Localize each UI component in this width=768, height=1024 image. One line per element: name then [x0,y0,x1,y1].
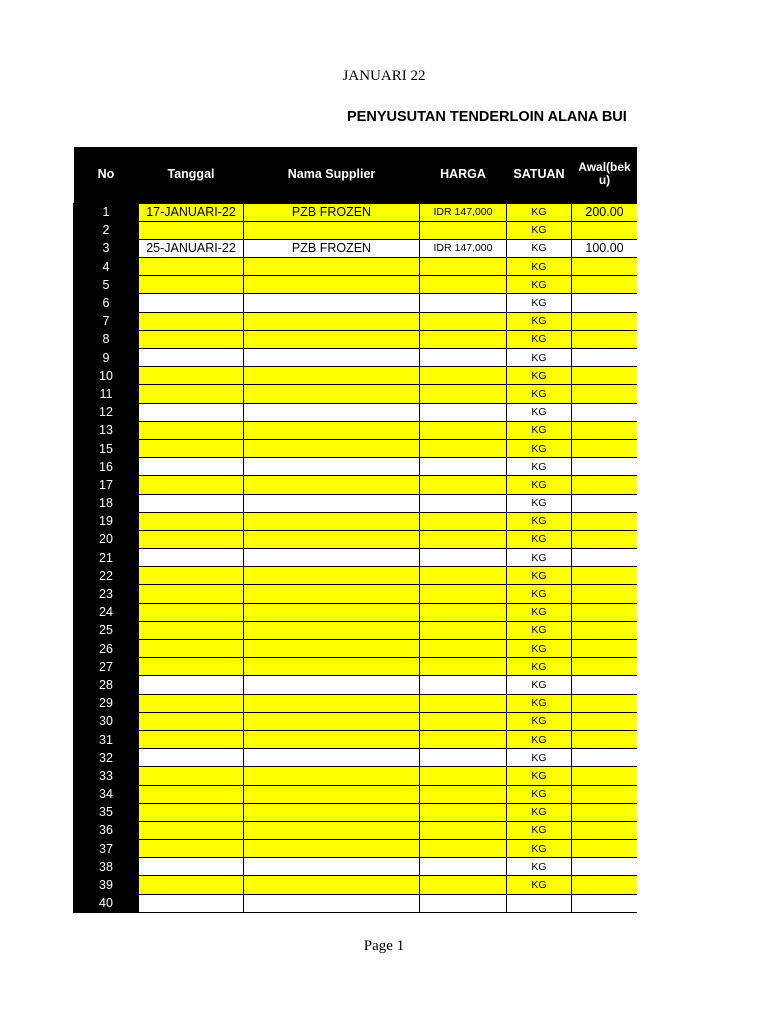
cell-tanggal[interactable] [139,658,244,676]
table-row [74,330,638,348]
cell-tanggal[interactable]: 17-JANUARI-22 [139,203,244,221]
cell-awal[interactable] [572,567,638,585]
cell-satuan[interactable] [507,894,572,912]
cell-supplier[interactable] [244,712,420,730]
cell-awal[interactable] [572,385,638,403]
cell-tanggal[interactable] [139,749,244,767]
table-row [74,785,638,803]
cell-satuan[interactable]: KG [507,567,572,585]
cell-tanggal[interactable] [139,421,244,439]
cell-harga[interactable] [420,694,507,712]
cell-harga[interactable] [420,730,507,748]
cell-supplier[interactable] [244,476,420,494]
table-row [74,549,638,567]
cell-tanggal[interactable] [139,821,244,839]
table-row [74,640,638,658]
cell-supplier[interactable] [244,494,420,512]
cell-harga[interactable] [420,294,507,312]
cell-harga[interactable] [420,530,507,548]
cell-awal[interactable] [572,476,638,494]
row-number: 3 [74,239,139,257]
cell-supplier[interactable] [244,640,420,658]
cell-tanggal[interactable] [139,367,244,385]
cell-satuan[interactable]: KG [507,785,572,803]
cell-harga[interactable] [420,894,507,912]
row-number: 15 [74,439,139,457]
cell-satuan[interactable]: KG [507,694,572,712]
row-number: 29 [74,694,139,712]
cell-awal[interactable] [572,876,638,894]
cell-supplier[interactable]: PZB FROZEN [244,203,420,221]
row-number: 33 [74,767,139,785]
cell-awal[interactable] [572,549,638,567]
cell-supplier[interactable] [244,421,420,439]
row-number: 40 [74,894,139,912]
row-number: 12 [74,403,139,421]
column-header-tanggal: Tanggal [139,147,244,203]
cell-supplier[interactable] [244,258,420,276]
cell-harga[interactable] [420,258,507,276]
table-row [74,530,638,548]
table-row [74,403,638,421]
cell-tanggal[interactable] [139,476,244,494]
cell-tanggal[interactable] [139,403,244,421]
cell-tanggal[interactable] [139,894,244,912]
cell-harga[interactable] [420,840,507,858]
cell-tanggal[interactable] [139,349,244,367]
table-row [74,312,638,330]
cell-supplier[interactable] [244,512,420,530]
cell-supplier[interactable] [244,785,420,803]
cell-harga[interactable] [420,803,507,821]
table-row [74,567,638,585]
cell-tanggal[interactable] [139,258,244,276]
cell-harga[interactable] [420,476,507,494]
page-number: Page 1 [363,938,405,954]
cell-satuan[interactable]: KG [507,221,572,239]
cell-satuan[interactable]: KG [507,330,572,348]
cell-awal[interactable] [572,658,638,676]
cell-harga[interactable] [420,312,507,330]
cell-tanggal[interactable] [139,676,244,694]
cell-harga[interactable] [420,640,507,658]
cell-harga[interactable] [420,421,507,439]
row-number: 13 [74,421,139,439]
cell-awal[interactable] [572,785,638,803]
table-row [74,658,638,676]
cell-awal[interactable] [572,821,638,839]
cell-satuan[interactable]: KG [507,549,572,567]
cell-tanggal[interactable] [139,330,244,348]
table-row [74,458,638,476]
cell-supplier[interactable] [244,367,420,385]
cell-satuan[interactable]: KG [507,512,572,530]
cell-harga[interactable] [420,621,507,639]
cell-awal[interactable] [572,840,638,858]
row-number: 21 [74,549,139,567]
cell-harga[interactable] [420,512,507,530]
cell-harga[interactable] [420,876,507,894]
row-number: 38 [74,858,139,876]
cell-harga[interactable] [420,676,507,694]
row-number: 26 [74,640,139,658]
table-row [74,512,638,530]
cell-satuan[interactable]: KG [507,530,572,548]
row-number: 27 [74,658,139,676]
cell-tanggal[interactable] [139,603,244,621]
cell-harga[interactable] [420,585,507,603]
cell-tanggal[interactable] [139,730,244,748]
cell-supplier[interactable] [244,821,420,839]
cell-satuan[interactable]: KG [507,712,572,730]
table-row [74,367,638,385]
cell-awal[interactable] [572,730,638,748]
cell-tanggal[interactable] [139,858,244,876]
cell-supplier[interactable] [244,349,420,367]
cell-harga[interactable] [420,458,507,476]
column-header-nama-supplier: Nama Supplier [244,147,420,203]
cell-tanggal[interactable] [139,439,244,457]
row-number: 36 [74,821,139,839]
month-title: JANUARI 22 [342,68,426,84]
cell-harga[interactable] [420,439,507,457]
cell-awal[interactable] [572,749,638,767]
cell-satuan[interactable]: KG [507,821,572,839]
row-number: 37 [74,840,139,858]
cell-satuan[interactable]: KG [507,585,572,603]
row-number: 22 [74,567,139,585]
cell-awal[interactable] [572,858,638,876]
cell-satuan[interactable]: KG [507,676,572,694]
table-row [74,294,638,312]
cell-satuan[interactable]: KG [507,621,572,639]
table-row [74,840,638,858]
cell-awal[interactable] [572,312,638,330]
cell-tanggal[interactable] [139,549,244,567]
cell-harga[interactable] [420,712,507,730]
table-row [74,858,638,876]
table-row [74,385,638,403]
cell-harga[interactable] [420,767,507,785]
cell-supplier[interactable] [244,458,420,476]
table-row [74,621,638,639]
cell-harga[interactable] [420,349,507,367]
table-row [74,585,638,603]
cell-satuan[interactable]: KG [507,403,572,421]
table-row [74,730,638,748]
column-header-no: No [74,147,139,203]
cell-tanggal[interactable] [139,640,244,658]
row-number: 34 [74,785,139,803]
row-number: 4 [74,258,139,276]
depreciation-table-container [73,147,637,915]
cell-harga[interactable] [420,403,507,421]
cell-supplier[interactable] [244,894,420,912]
cell-awal[interactable] [572,640,638,658]
table-row [74,421,638,439]
cell-awal[interactable] [572,403,638,421]
row-number: 35 [74,803,139,821]
table-row [74,876,638,894]
row-number: 10 [74,367,139,385]
row-number: 32 [74,749,139,767]
row-number: 16 [74,458,139,476]
row-number: 17 [74,476,139,494]
cell-awal[interactable] [572,585,638,603]
cell-tanggal[interactable] [139,294,244,312]
cell-tanggal[interactable] [139,803,244,821]
cell-tanggal[interactable]: 25-JANUARI-22 [139,239,244,257]
cell-satuan[interactable]: KG [507,312,572,330]
row-number: 31 [74,730,139,748]
cell-awal[interactable] [572,349,638,367]
cell-harga[interactable] [420,785,507,803]
cell-awal[interactable] [572,894,638,912]
cell-awal[interactable] [572,603,638,621]
cell-awal[interactable] [572,767,638,785]
cell-harga[interactable]: IDR 147,000 [420,203,507,221]
cell-supplier[interactable] [244,603,420,621]
row-number: 6 [74,294,139,312]
cell-harga[interactable] [420,858,507,876]
cell-harga[interactable] [420,221,507,239]
cell-supplier[interactable] [244,749,420,767]
cell-harga[interactable]: IDR 147,000 [420,239,507,257]
cell-satuan[interactable]: KG [507,767,572,785]
cell-tanggal[interactable] [139,567,244,585]
cell-satuan[interactable]: KG [507,658,572,676]
row-number: 30 [74,712,139,730]
row-number: 24 [74,603,139,621]
row-number: 28 [74,676,139,694]
cell-harga[interactable] [420,549,507,567]
cell-harga[interactable] [420,821,507,839]
cell-satuan[interactable]: KG [507,203,572,221]
cell-supplier[interactable] [244,294,420,312]
cell-tanggal[interactable] [139,312,244,330]
table-row [74,767,638,785]
cell-satuan[interactable]: KG [507,858,572,876]
cell-tanggal[interactable] [139,530,244,548]
column-header-satuan: SATUAN [507,147,572,203]
row-number: 7 [74,312,139,330]
cell-tanggal[interactable] [139,458,244,476]
cell-tanggal[interactable] [139,385,244,403]
cell-awal[interactable] [572,294,638,312]
cell-tanggal[interactable] [139,712,244,730]
cell-supplier[interactable] [244,621,420,639]
cell-tanggal[interactable] [139,840,244,858]
cell-satuan[interactable]: KG [507,640,572,658]
table-row [74,694,638,712]
cell-supplier[interactable] [244,858,420,876]
table-row [74,676,638,694]
sheet-title: PENYUSUTAN TENDERLOIN ALANA BUI [347,109,627,125]
cell-supplier[interactable] [244,549,420,567]
cell-tanggal[interactable] [139,221,244,239]
row-number: 19 [74,512,139,530]
cell-awal[interactable] [572,421,638,439]
cell-awal[interactable] [572,439,638,457]
cell-tanggal[interactable] [139,785,244,803]
cell-tanggal[interactable] [139,876,244,894]
cell-awal[interactable] [572,367,638,385]
cell-satuan[interactable]: KG [507,749,572,767]
row-number: 8 [74,330,139,348]
cell-awal[interactable] [572,258,638,276]
cell-satuan[interactable]: KG [507,421,572,439]
cell-harga[interactable] [420,367,507,385]
cell-satuan[interactable]: KG [507,439,572,457]
cell-tanggal[interactable] [139,694,244,712]
cell-satuan[interactable]: KG [507,367,572,385]
cell-supplier[interactable] [244,876,420,894]
cell-awal[interactable] [572,221,638,239]
cell-supplier[interactable] [244,330,420,348]
table-row [74,821,638,839]
cell-satuan[interactable]: KG [507,294,572,312]
cell-awal[interactable] [572,458,638,476]
cell-supplier[interactable] [244,676,420,694]
cell-tanggal[interactable] [139,767,244,785]
table-body [74,203,638,912]
cell-harga[interactable] [420,494,507,512]
cell-supplier[interactable] [244,803,420,821]
row-number: 5 [74,276,139,294]
cell-awal[interactable]: 200.00 [572,203,638,221]
cell-satuan[interactable]: KG [507,258,572,276]
table-header-row [74,147,638,203]
cell-awal[interactable] [572,276,638,294]
cell-awal[interactable] [572,803,638,821]
table-row [74,494,638,512]
column-header-harga: HARGA [420,147,507,203]
cell-supplier[interactable] [244,221,420,239]
cell-satuan[interactable]: KG [507,458,572,476]
cell-supplier[interactable] [244,585,420,603]
cell-satuan[interactable]: KG [507,476,572,494]
table-row [74,894,638,912]
cell-awal[interactable] [572,676,638,694]
table-row [74,349,638,367]
cell-supplier[interactable] [244,567,420,585]
cell-awal[interactable] [572,712,638,730]
cell-satuan[interactable]: KG [507,840,572,858]
cell-awal[interactable] [572,512,638,530]
cell-awal[interactable]: 100.00 [572,239,638,257]
table-row [74,203,638,221]
row-number: 23 [74,585,139,603]
cell-harga[interactable] [420,603,507,621]
cell-supplier[interactable] [244,658,420,676]
cell-awal[interactable] [572,621,638,639]
cell-harga[interactable] [420,385,507,403]
cell-satuan[interactable]: KG [507,276,572,294]
cell-supplier[interactable] [244,276,420,294]
cell-satuan[interactable]: KG [507,349,572,367]
table-row [74,221,638,239]
cell-tanggal[interactable] [139,276,244,294]
column-header-awal: Awal(bek u) [572,147,638,203]
table-row [74,749,638,767]
table-row [74,258,638,276]
row-number: 2 [74,221,139,239]
row-number: 9 [74,349,139,367]
cell-supplier[interactable] [244,312,420,330]
cell-awal[interactable] [572,530,638,548]
table-row [74,239,638,257]
cell-supplier[interactable] [244,767,420,785]
table-row [74,803,638,821]
cell-supplier[interactable] [244,403,420,421]
cell-tanggal[interactable] [139,512,244,530]
row-number: 39 [74,876,139,894]
cell-harga[interactable] [420,658,507,676]
table-row [74,476,638,494]
cell-satuan[interactable]: KG [507,603,572,621]
cell-tanggal[interactable] [139,585,244,603]
cell-awal[interactable] [572,494,638,512]
cell-harga[interactable] [420,276,507,294]
cell-satuan[interactable]: KG [507,803,572,821]
cell-harga[interactable] [420,567,507,585]
row-number: 20 [74,530,139,548]
cell-tanggal[interactable] [139,621,244,639]
row-number: 18 [74,494,139,512]
table-row [74,276,638,294]
cell-supplier[interactable] [244,385,420,403]
cell-satuan[interactable]: KG [507,494,572,512]
cell-satuan[interactable]: KG [507,385,572,403]
cell-satuan[interactable]: KG [507,239,572,257]
cell-supplier[interactable] [244,840,420,858]
cell-satuan[interactable]: KG [507,876,572,894]
cell-harga[interactable] [420,749,507,767]
cell-supplier[interactable]: PZB FROZEN [244,239,420,257]
row-number: 11 [74,385,139,403]
cell-harga[interactable] [420,330,507,348]
table-row [74,603,638,621]
table-row [74,712,638,730]
cell-awal[interactable] [572,330,638,348]
table-row [74,439,638,457]
depreciation-table [73,147,637,913]
cell-supplier[interactable] [244,439,420,457]
cell-satuan[interactable]: KG [507,730,572,748]
cell-supplier[interactable] [244,530,420,548]
cell-tanggal[interactable] [139,494,244,512]
row-number: 25 [74,621,139,639]
cell-supplier[interactable] [244,694,420,712]
row-number: 1 [74,203,139,221]
cell-supplier[interactable] [244,730,420,748]
cell-awal[interactable] [572,694,638,712]
